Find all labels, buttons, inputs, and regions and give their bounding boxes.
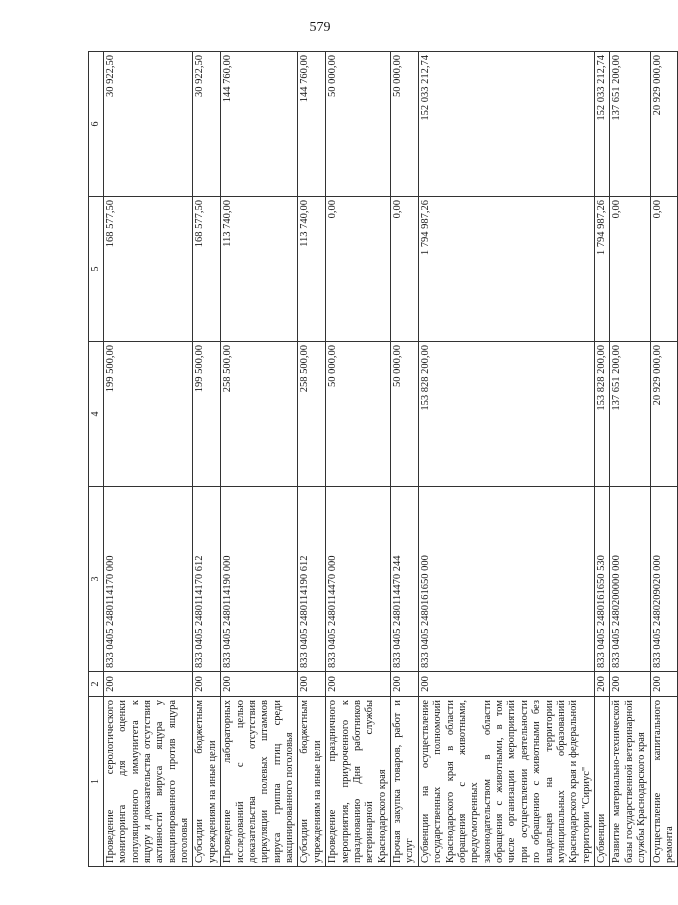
row-name: Проведение серологического мониторинга для оценки популяционного иммунитета к ящуру и доказательства отсутствия активности вируса ящура у вакцинированного против ящура поголовья [103,697,193,867]
row-col6: 50 000,00 [326,52,391,197]
row-col2: 200 [193,672,221,697]
row-col4: 258 500,00 [298,342,326,487]
table-row [103,52,193,867]
row-code: 833 0405 2480114170 000 [103,487,193,672]
row-col4: 50 000,00 [326,342,391,487]
row-col6: 152 033 212,74 [595,52,610,197]
row-name: Субсидии бюджетным учреждениям на иные цели [298,697,326,867]
row-col5: 0,00 [391,197,419,342]
table-row [595,52,610,867]
table-row [326,52,391,867]
row-name: Проведение праздничного мероприятия, приуроченного к празднованию Дня работников ветеринарной службы Краснодарского края [326,697,391,867]
column-header: 2 [89,672,104,697]
row-col5: 168 577,50 [193,197,221,342]
row-col6: 30 922,50 [103,52,193,197]
row-col5: 1 794 987,26 [595,197,610,342]
row-col5: 0,00 [610,197,650,342]
row-col2: 200 [610,672,650,697]
rotated-table-container [88,52,675,867]
page-number: 579 [309,20,331,35]
column-header: 5 [89,197,104,342]
row-col6: 20 929 000,00 [650,52,678,197]
row-col4: 199 500,00 [103,342,193,487]
row-name: Субсидии бюджетным учреждениям на иные цели [193,697,221,867]
row-code: 833 0405 2480114470 000 [326,487,391,672]
row-col2: 200 [103,672,193,697]
row-code: 833 0405 2480161650 000 [418,487,594,672]
row-name: Проведение лабораторных исследований с целью доказательства отсутствия циркуляции полевых штаммов вируса гриппа птиц среди вакцинированного поголовья [221,697,298,867]
row-col5: 1 794 987,26 [418,197,594,342]
row-col4: 137 651 200,00 [610,342,650,487]
row-code: 833 0405 2480200000 000 [610,487,650,672]
row-name: Субвенции [595,697,610,867]
row-col4: 153 828 200,00 [595,342,610,487]
row-col4: 258 500,00 [221,342,298,487]
table-row [391,52,419,867]
row-col6: 137 651 200,00 [610,52,650,197]
row-col4: 50 000,00 [391,342,419,487]
table-row [610,52,650,867]
header-row [89,52,104,867]
row-col4: 153 828 200,00 [418,342,594,487]
table-row [193,52,221,867]
row-code: 833 0405 2480114470 244 [391,487,419,672]
row-col6: 152 033 212,74 [418,52,594,197]
row-name: Прочая закупка товаров, работ и услуг [391,697,419,867]
row-col2: 200 [298,672,326,697]
row-name: Развитие материально-технической базы государственной ветеринарной службы Краснодарского края [610,697,650,867]
row-col4: 20 929 000,00 [650,342,678,487]
column-header: 6 [89,52,104,197]
budget-table [88,51,678,867]
row-col2: 200 [391,672,419,697]
row-name: Осуществление капитального ремонта [650,697,678,867]
row-col5: 0,00 [650,197,678,342]
row-col2: 200 [418,672,594,697]
column-header: 4 [89,342,104,487]
row-col5: 0,00 [326,197,391,342]
row-col2: 200 [650,672,678,697]
table-row [650,52,678,867]
column-header: 1 [89,697,104,867]
row-col6: 144 760,00 [221,52,298,197]
row-col6: 50 000,00 [391,52,419,197]
row-col5: 113 740,00 [221,197,298,342]
row-col2: 200 [326,672,391,697]
row-col6: 30 922,50 [193,52,221,197]
row-col2: 200 [595,672,610,697]
table-row [221,52,298,867]
table-row [418,52,594,867]
row-code: 833 0405 2480114190 612 [298,487,326,672]
table-row [298,52,326,867]
row-col4: 199 500,00 [193,342,221,487]
row-col5: 168 577,50 [103,197,193,342]
row-code: 833 0405 2480209020 000 [650,487,678,672]
row-col5: 113 740,00 [298,197,326,342]
row-name: Субвенции на осуществление государственных полномочий Краснодарского края в области обращения с животными, предусмотренных законодательством в области обращения с животными, в том числе организации мероприятий при осуществлении деятельности по обращению с животными без владельцев на территории муниципальных образований Краснодарского края и федеральной территории "Сириус" [418,697,594,867]
row-col2: 200 [221,672,298,697]
column-header: 3 [89,487,104,672]
row-code: 833 0405 2480114170 612 [193,487,221,672]
row-code: 833 0405 2480161650 530 [595,487,610,672]
row-code: 833 0405 2480114190 000 [221,487,298,672]
row-col6: 144 760,00 [298,52,326,197]
